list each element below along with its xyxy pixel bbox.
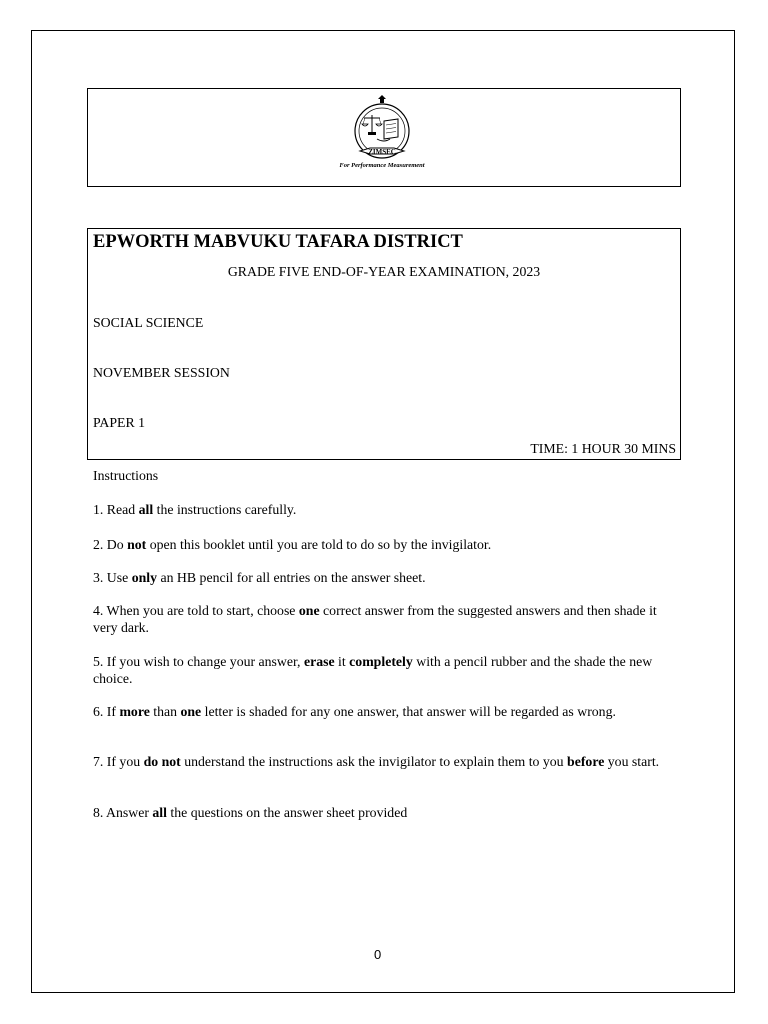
instruction-text: 8. Answer bbox=[93, 805, 153, 820]
instruction-item bbox=[93, 602, 683, 636]
instruction-text: 5. If you wish to change your answer, bbox=[93, 654, 304, 669]
instruction-text: 6. If bbox=[93, 704, 120, 719]
instruction-item bbox=[93, 536, 683, 553]
zimsec-seal-icon bbox=[322, 93, 442, 173]
instruction-text: 3. Use bbox=[93, 570, 132, 585]
page-number: 0 bbox=[374, 947, 382, 962]
instruction-item bbox=[93, 653, 683, 687]
instruction-text: an HB pencil for all entries on the answer sheet. bbox=[157, 570, 426, 585]
district-title: EPWORTH MABVUKU TAFARA DISTRICT bbox=[93, 232, 463, 252]
instruction-text: open this booklet until you are told to do so by the invigilator. bbox=[146, 537, 492, 552]
instruction-emphasis: all bbox=[138, 502, 154, 517]
instruction-item bbox=[93, 703, 683, 720]
instruction-text: with a pencil rubber and the shade the new choice. bbox=[93, 654, 653, 686]
instruction-text: than bbox=[149, 704, 181, 719]
instruction-text: it bbox=[334, 654, 350, 669]
seal-text: ZIMSEC bbox=[368, 148, 396, 156]
instruction-emphasis: before bbox=[567, 754, 605, 769]
header-box bbox=[87, 228, 681, 460]
instruction-text: the instructions carefully. bbox=[153, 502, 297, 517]
logo-tagline: For Performance Measurement bbox=[339, 162, 425, 169]
instruction-emphasis: one bbox=[298, 603, 320, 618]
instruction-text: understand the instructions ask the invigilator to explain them to you bbox=[180, 754, 568, 769]
paper-label: PAPER 1 bbox=[93, 415, 146, 430]
instruction-emphasis: do not bbox=[143, 754, 181, 769]
instruction-emphasis: completely bbox=[349, 654, 413, 669]
instruction-text: correct answer from the suggested answers and then shade it very dark. bbox=[93, 603, 657, 635]
subject-label: SOCIAL SCIENCE bbox=[93, 315, 204, 330]
session-label: NOVEMBER SESSION bbox=[93, 365, 230, 380]
instruction-emphasis: erase bbox=[303, 654, 335, 669]
instruction-text: the questions on the answer sheet provided bbox=[166, 805, 408, 820]
instruction-item bbox=[93, 804, 683, 821]
instruction-text: letter is shaded for any one answer, that answer will be regarded as wrong. bbox=[201, 704, 616, 719]
instruction-item bbox=[93, 501, 683, 518]
instruction-emphasis: only bbox=[131, 570, 158, 585]
instruction-text: 7. If you bbox=[93, 754, 144, 769]
exam-title: GRADE FIVE END-OF-YEAR EXAMINATION, 2023 bbox=[227, 264, 541, 279]
instruction-emphasis: more bbox=[119, 704, 150, 719]
instruction-emphasis: one bbox=[180, 704, 202, 719]
instruction-item bbox=[93, 753, 683, 770]
instruction-item bbox=[93, 569, 683, 586]
instruction-text: you start. bbox=[604, 754, 660, 769]
instruction-text: 4. When you are told to start, choose bbox=[93, 603, 299, 618]
time-label: TIME: 1 HOUR 30 MINS bbox=[530, 441, 676, 456]
instruction-emphasis: not bbox=[127, 537, 147, 552]
instructions-heading: Instructions bbox=[93, 468, 159, 483]
instruction-emphasis: all bbox=[152, 805, 167, 820]
instruction-text: 1. Read bbox=[93, 502, 139, 517]
instruction-text: 2. Do bbox=[93, 537, 128, 552]
